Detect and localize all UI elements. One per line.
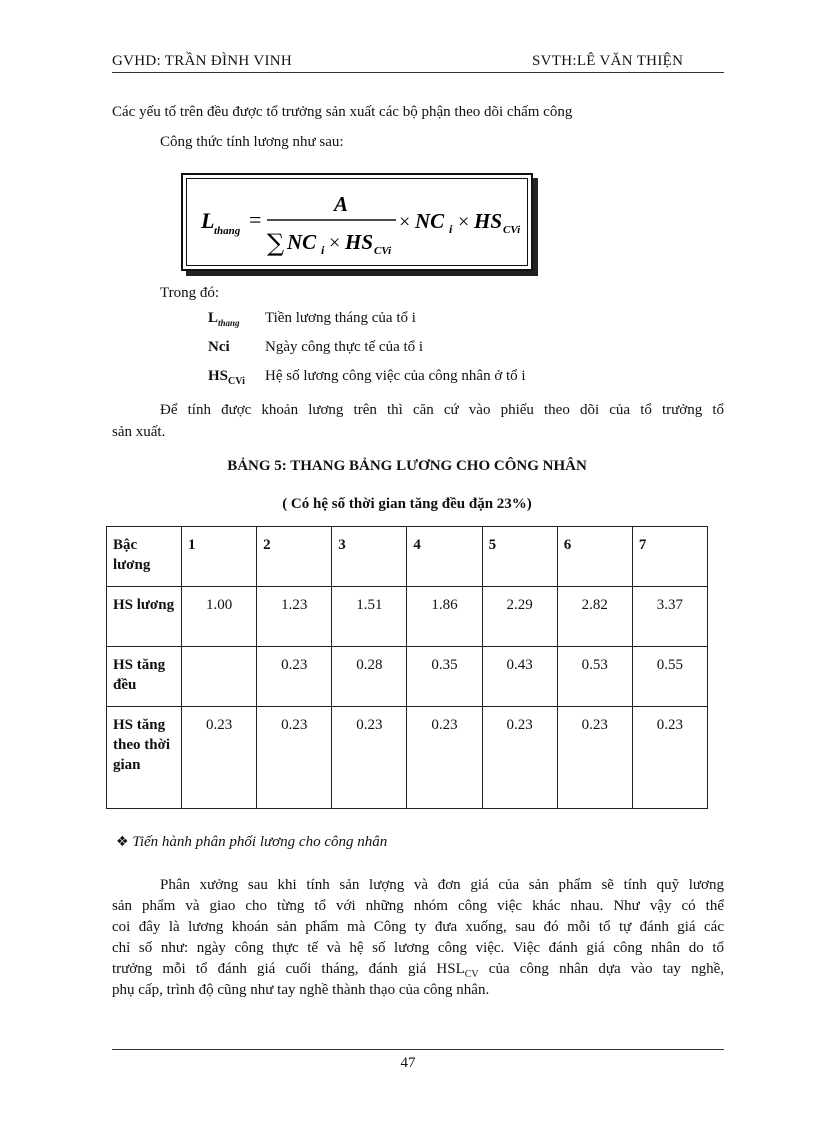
table-cell: 1.51 (332, 587, 407, 647)
salary-formula (187, 179, 527, 265)
formula-sum: ∑ (267, 229, 285, 257)
formula-rhs-hs-sub: CVi (503, 224, 521, 236)
table-cell: 0.43 (482, 647, 557, 707)
formula-times-2: × (458, 211, 470, 233)
table-cell: 0.35 (407, 647, 482, 707)
footer-divider (112, 1049, 724, 1050)
table-cell: 1.23 (257, 587, 332, 647)
table-cell: 0.23 (632, 707, 707, 809)
row-label: HS tăng đều (107, 647, 182, 707)
def-symbol-lthang: $L_{thang}$ (208, 310, 240, 328)
table-cell: 0.28 (332, 647, 407, 707)
def-text-nci: Ngày công thực tế của tổ i (265, 339, 424, 355)
formula-den-hs: HS (345, 230, 374, 254)
table-row (107, 647, 708, 707)
formula-lhs-sub: thang (214, 225, 241, 237)
formula-lhs: L (201, 208, 215, 233)
column-header: 4 (407, 527, 482, 587)
formula-den-nc-sub: i (321, 243, 325, 257)
table-header-row (107, 527, 708, 587)
column-header: 1 (182, 527, 257, 587)
formula-den-nc: NC (287, 230, 317, 254)
para-calc-line1: Để tính được khoản lương trên thì căn cứ vào phiếu theo dõi của tổ trưởng tổ (160, 402, 724, 418)
formula-rhs-nc: NC (415, 209, 445, 233)
formula-den-times: × (329, 232, 341, 254)
para-final-line1: Phân xưởng sau khi tính sản lượng và đơn giá của sản phẩm sẽ tính quỹ lương (160, 877, 724, 893)
column-header: 3 (332, 527, 407, 587)
column-header: 5 (482, 527, 557, 587)
section-heading-text: Tiến hành phân phối lương cho công nhân (132, 834, 388, 850)
row-label: HS tăng theo thời gian (107, 707, 182, 809)
table-cell: 0.23 (557, 707, 632, 809)
para-final-line2: sản phẩm và giao cho từng tổ với những nhóm công việc khác nhau. Như vậy có thể (112, 898, 724, 914)
formula-times-1: × (399, 211, 411, 233)
para-final-line4: chỉ số như: ngày công thực tế và hệ số lương công việc. Việc đánh giá công nhân do tổ (112, 940, 724, 956)
column-header: Bậc lương (107, 527, 182, 587)
para-final-line3: coi đây là lương khoán sản phẩm mà Công ty đưa xuống, sau đó mỗi tổ tự đánh giá các (112, 919, 724, 935)
formula-numerator: A (334, 192, 349, 216)
table-cell: 0.23 (407, 707, 482, 809)
table-cell: 0.23 (257, 647, 332, 707)
table-cell: 2.29 (482, 587, 557, 647)
intro-line: Các yếu tố trên đều được tổ trưởng sản xuất các bộ phận theo dõi chấm công (112, 104, 573, 120)
def-text-hscvi: Hệ số lương công việc của công nhân ở tổ i (265, 368, 526, 384)
formula-den-hs-sub: CVi (374, 245, 392, 257)
table-row (107, 707, 708, 809)
formula-box (181, 173, 533, 271)
formula-intro: Công thức tính lương như sau: (160, 134, 344, 150)
def-text-lthang: Tiền lương tháng của tổ i (265, 310, 416, 326)
table-cell: 1.86 (407, 587, 482, 647)
header-divider (112, 72, 724, 73)
para-calc-line2: sản xuất. (112, 424, 166, 440)
diamond-bullet-icon: ❖ (116, 834, 129, 850)
table-subtitle: ( Có hệ số thời gian tăng đều đặn 23%) (282, 496, 532, 512)
def-symbol-hscvi: $HS_{CVi}$ (208, 368, 245, 387)
header-student: SVTH:LÊ VĂN THIỆN (532, 53, 684, 69)
table-row (107, 587, 708, 647)
table-cell: 1.00 (182, 587, 257, 647)
formula-equals: = (249, 207, 262, 232)
salary-scale-table (106, 526, 708, 809)
para-final-line6: phụ cấp, trình độ cũng như tay nghề thành thạo của công nhân. (112, 982, 490, 998)
section-heading (116, 834, 387, 851)
table-cell: 2.82 (557, 587, 632, 647)
table-cell: 0.55 (632, 647, 707, 707)
column-header: 6 (557, 527, 632, 587)
formula-rhs-hs: HS (474, 209, 503, 233)
table-cell: 0.23 (182, 707, 257, 809)
where-label: Trong đó: (160, 285, 220, 301)
def-symbol-nci: Nci (208, 339, 230, 355)
row-label: HS lương (107, 587, 182, 647)
table-cell: 0.23 (257, 707, 332, 809)
table-cell: 0.23 (482, 707, 557, 809)
formula-rhs-nc-sub: i (449, 222, 453, 236)
column-header: 7 (632, 527, 707, 587)
table-cell: 3.37 (632, 587, 707, 647)
column-header: 2 (257, 527, 332, 587)
table-cell: 0.23 (332, 707, 407, 809)
table-cell: 0.53 (557, 647, 632, 707)
para-final-line5: trưởng mỗi tổ đánh giá cuối tháng, đánh giá $HSL_{CV}$ của công nhân dựa vào tay nghề, (112, 961, 724, 980)
table-cell (182, 647, 257, 707)
header-instructor: GVHD: TRẦN ĐÌNH VINH (112, 53, 293, 69)
table-title: BẢNG 5: THANG BẢNG LƯƠNG CHO CÔNG NHÂN (227, 458, 587, 474)
page-number: 47 (400, 1055, 416, 1071)
